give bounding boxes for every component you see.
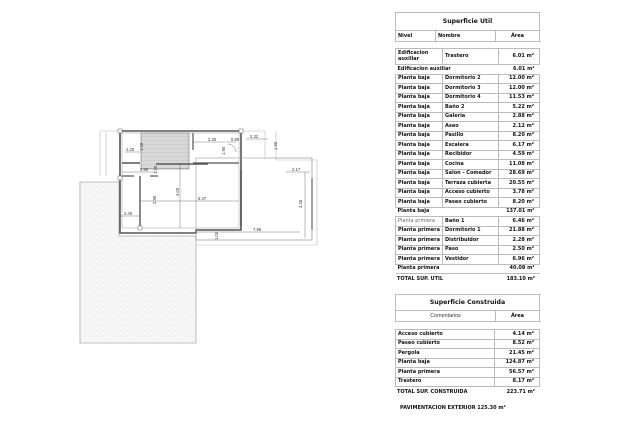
nivel-cell: Planta baja xyxy=(396,84,443,94)
table-row xyxy=(396,349,540,359)
exterior-pavement xyxy=(80,182,196,343)
table-row xyxy=(396,226,540,236)
header-area: Área xyxy=(510,33,525,39)
table-row xyxy=(396,255,540,265)
nivel-cell: Edificacion auxiliar xyxy=(396,49,443,65)
superficie-construida-panel xyxy=(395,294,540,396)
nivel-cell: Planta baja xyxy=(396,188,443,198)
nombre-cell: Cocina xyxy=(443,160,499,170)
area-cell: 11.53 m² xyxy=(499,93,540,103)
nombre-cell: Vestidor xyxy=(443,255,499,265)
area-cell: 2.12 m² xyxy=(499,122,540,132)
table-row xyxy=(396,131,540,141)
nombre-cell: Dormitorio 1 xyxy=(443,226,499,236)
nombre-cell: Paso xyxy=(443,245,499,255)
total-sup-util-value: 183.10 m² xyxy=(506,275,535,282)
nivel-cell: Planta baja xyxy=(396,169,443,179)
svg-text:1.00: 1.00 xyxy=(214,231,219,240)
nombre-cell: Pasillo xyxy=(443,131,499,141)
pavimentacion-exterior: PAVIMENTACION EXTERIOR 125.30 m² xyxy=(400,405,506,411)
area-cell: 8.20 m² xyxy=(499,131,540,141)
area-cell: 8.52 m² xyxy=(495,339,540,349)
table-row xyxy=(396,217,540,227)
nivel-cell: Planta baja xyxy=(396,122,443,132)
total-sup-construida xyxy=(395,387,540,396)
table-row xyxy=(396,74,540,84)
nivel-cell: Planta primera xyxy=(396,226,443,236)
area-cell: 6.46 m² xyxy=(499,217,540,227)
comentario-cell: Pergola xyxy=(396,349,495,359)
area-cell: 2.28 m² xyxy=(499,236,540,246)
nivel-cell: Planta baja xyxy=(396,207,499,217)
nivel-cell: Planta baja xyxy=(396,179,443,189)
svg-text:1.00: 1.00 xyxy=(153,165,158,174)
house-walls xyxy=(118,129,312,240)
nivel-cell: Edificacion auxiliar xyxy=(396,65,499,75)
comentario-cell: Trastero xyxy=(396,377,495,387)
svg-text:2.40: 2.40 xyxy=(124,211,133,216)
svg-text:0.90: 0.90 xyxy=(231,137,240,142)
nivel-cell: Planta baja xyxy=(396,160,443,170)
area-cell: 21.45 m² xyxy=(495,349,540,359)
area-cell: 20.55 m² xyxy=(499,179,540,189)
area-cell: 40.08 m² xyxy=(499,264,540,274)
area-cell: 28.69 m² xyxy=(499,169,540,179)
total-sup-construida-value: 223.71 m² xyxy=(506,388,535,395)
svg-text:1.50: 1.50 xyxy=(139,142,144,151)
table-row xyxy=(396,103,540,113)
nombre-cell: Recibidor xyxy=(443,150,499,160)
table-row xyxy=(396,368,540,378)
nombre-cell: Escalera xyxy=(443,141,499,151)
area-cell: 3.78 m² xyxy=(499,188,540,198)
nivel-cell: Planta baja xyxy=(396,198,443,208)
nombre-cell: Baño 2 xyxy=(443,103,499,113)
svg-text:2.30: 2.30 xyxy=(208,137,217,142)
svg-text:2.90: 2.90 xyxy=(152,195,157,204)
svg-text:1.90: 1.90 xyxy=(273,141,278,150)
header-area: Área xyxy=(510,313,525,319)
total-sup-construida-label: TOTAL SUP. CONSTRUIDA xyxy=(397,388,468,395)
table-row xyxy=(396,141,540,151)
superficie-construida-title: Superficie Construida xyxy=(395,294,540,311)
nombre-cell: Galeria xyxy=(443,112,499,122)
area-cell: 6.01 m² xyxy=(499,49,540,65)
table-row xyxy=(396,339,540,349)
svg-text:1.90: 1.90 xyxy=(221,146,226,155)
total-sup-util-label: TOTAL SUP. UTIL xyxy=(397,275,444,282)
nivel-cell: Planta primera xyxy=(396,264,499,274)
table-row xyxy=(396,93,540,103)
superficie-util-header xyxy=(395,31,540,42)
area-cell: 11.08 m² xyxy=(499,160,540,170)
nivel-cell: Planta baja xyxy=(396,93,443,103)
nombre-cell: Dormitorio 4 xyxy=(443,93,499,103)
area-cell: 12.00 m² xyxy=(499,84,540,94)
table-row xyxy=(396,330,540,340)
table-row xyxy=(396,377,540,387)
table-row xyxy=(396,150,540,160)
svg-text:3.45: 3.45 xyxy=(298,199,303,208)
table-row xyxy=(396,358,540,368)
table-row xyxy=(396,160,540,170)
area-cell: 8.17 m² xyxy=(495,377,540,387)
area-cell: 124.87 m² xyxy=(495,358,540,368)
area-cell: 2.50 m² xyxy=(499,245,540,255)
comentario-cell: Paseo cubierto xyxy=(396,339,495,349)
subtotal-row xyxy=(396,264,540,274)
nivel-cell: Planta primera xyxy=(396,217,443,227)
svg-text:2.50: 2.50 xyxy=(140,167,149,172)
nivel-cell: Planta baja xyxy=(396,74,443,84)
area-cell: 6.01 m² xyxy=(499,65,540,75)
nivel-cell: Planta baja xyxy=(396,131,443,141)
superficie-construida-table xyxy=(395,329,540,387)
table-row xyxy=(396,49,540,65)
header-comentarios: Comentarios xyxy=(396,311,496,321)
nombre-cell: Salon - Comedor xyxy=(443,169,499,179)
subtotal-row xyxy=(396,207,540,217)
area-cell: 56.57 m² xyxy=(495,368,540,378)
svg-text:4.00: 4.00 xyxy=(175,187,180,196)
nombre-cell: Dormitorio 2 xyxy=(443,74,499,84)
table-row xyxy=(396,179,540,189)
table-row xyxy=(396,84,540,94)
nivel-cell: Planta primera xyxy=(396,236,443,246)
nivel-cell: Planta baja xyxy=(396,112,443,122)
superficie-util-panel xyxy=(395,12,540,283)
subtotal-row xyxy=(396,65,540,75)
svg-text:1.20: 1.20 xyxy=(126,147,135,152)
svg-text:9.47: 9.47 xyxy=(198,196,207,201)
nombre-cell: Baño 1 xyxy=(443,217,499,227)
nivel-cell: Planta baja xyxy=(396,150,443,160)
total-sup-util xyxy=(395,274,540,283)
nombre-cell: Acceso cubierto xyxy=(443,188,499,198)
area-cell: 2.88 m² xyxy=(499,112,540,122)
nombre-cell: Aseo xyxy=(443,122,499,132)
area-cell: 21.88 m² xyxy=(499,226,540,236)
svg-text:7.96: 7.96 xyxy=(253,227,262,232)
comentario-cell: Planta baja xyxy=(396,358,495,368)
area-cell: 5.22 m² xyxy=(499,103,540,113)
superficie-util-title: Superficie Util xyxy=(395,12,540,31)
comentario-cell: Acceso cubierto xyxy=(396,330,495,340)
superficie-construida-header xyxy=(395,311,540,322)
comentario-cell: Planta primera xyxy=(396,368,495,378)
nombre-cell: Paseo cubierto xyxy=(443,198,499,208)
table-row xyxy=(396,122,540,132)
nivel-cell: Planta primera xyxy=(396,255,443,265)
area-cell: 6.96 m² xyxy=(499,255,540,265)
area-cell: 8.20 m² xyxy=(499,198,540,208)
area-cell: 12.00 m² xyxy=(499,74,540,84)
header-nivel: Nivel xyxy=(396,31,436,41)
area-cell: 4.59 m² xyxy=(499,150,540,160)
table-row xyxy=(396,169,540,179)
nivel-cell: Planta baja xyxy=(396,141,443,151)
header-nombre: Nombre xyxy=(436,31,496,41)
nivel-cell: Planta baja xyxy=(396,103,443,113)
table-row xyxy=(396,188,540,198)
nivel-cell: Planta primera xyxy=(396,245,443,255)
superficie-util-table xyxy=(395,48,540,274)
nombre-cell: Dormitorio 3 xyxy=(443,84,499,94)
svg-text:2.17: 2.17 xyxy=(292,167,301,172)
table-row xyxy=(396,236,540,246)
area-cell: 4.14 m² xyxy=(495,330,540,340)
nombre-cell: Trastero xyxy=(443,49,499,65)
svg-text:2.32: 2.32 xyxy=(250,134,259,139)
area-cell: 6.17 m² xyxy=(499,141,540,151)
area-cell: 137.01 m² xyxy=(499,207,540,217)
nombre-cell: Terraza cubierta xyxy=(443,179,499,189)
nombre-cell: Distribuidor xyxy=(443,236,499,246)
table-row xyxy=(396,245,540,255)
table-row xyxy=(396,112,540,122)
table-row xyxy=(396,198,540,208)
